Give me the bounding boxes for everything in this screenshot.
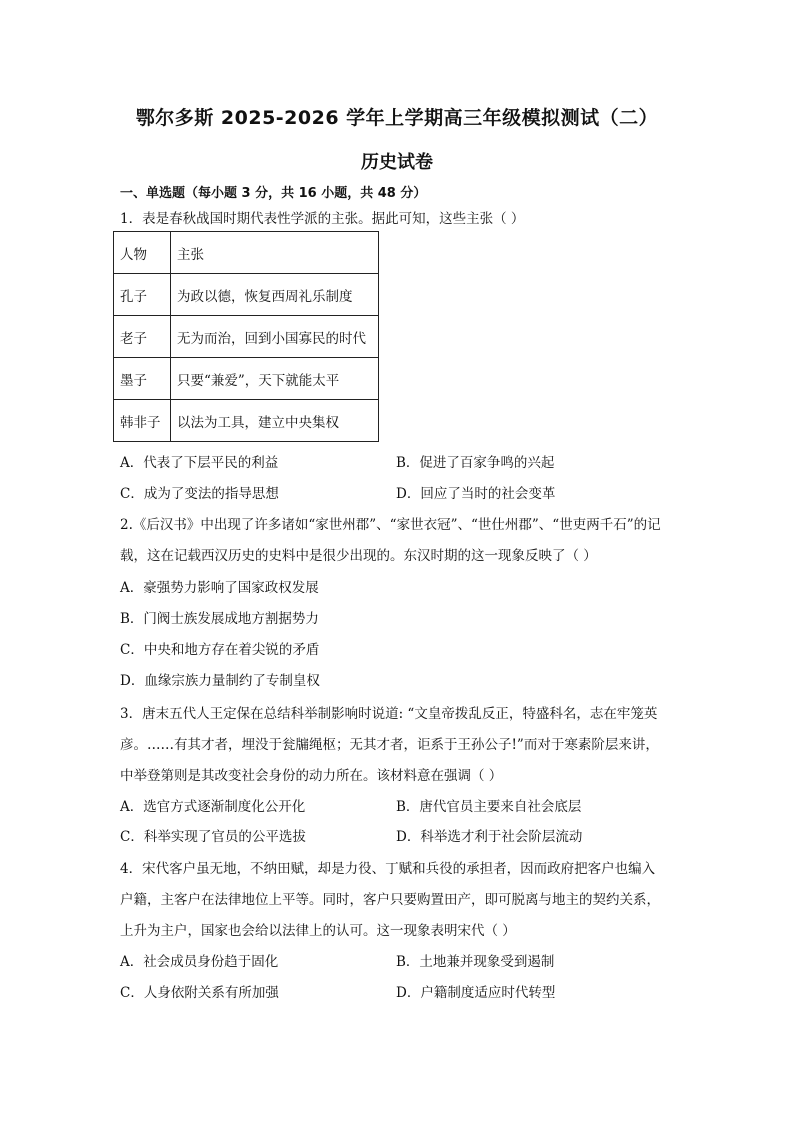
q1-option-d: D．回应了当时的社会变革 <box>396 486 556 502</box>
q4-option-a: A．社会成员身份趋于固化 <box>120 954 279 970</box>
q4-option-d: D．户籍制度适应时代转型 <box>396 985 556 1001</box>
q3-option-d: D．科举选才利于社会阶层流动 <box>396 829 583 845</box>
table-row <box>114 274 379 316</box>
question-4-stem-line-3: 上升为主户，国家也会给以法律上的认可。这一现象表明宋代（ ） <box>120 923 516 939</box>
q1-option-c: C．成为了变法的指导思想 <box>120 486 279 502</box>
table-header-row <box>114 232 379 274</box>
table-cell: 只要“兼爱”，天下就能太平 <box>171 358 379 400</box>
table-cell: 为政以德，恢复西周礼乐制度 <box>171 274 379 316</box>
question-3-stem-line-3: 中举登第则是其改变社会身份的动力所在。该材料意在强调（ ） <box>120 768 503 784</box>
table-cell: 孔子 <box>114 274 171 316</box>
table-header-cell: 主张 <box>171 232 379 274</box>
exam-title: 鄂尔多斯 2025-2026 学年上学期高三年级模拟测试（二） <box>135 107 659 129</box>
q4-option-c: C．人身依附关系有所加强 <box>120 985 279 1001</box>
question-3-stem-line-2: 彦。……有其才者，埋没于瓮牖绳枢；无其才者，讵系于王孙公子!”而对于寒素阶层来讲， <box>120 737 659 753</box>
q2-option-a: A．豪强势力影响了国家政权发展 <box>120 580 319 596</box>
q2-option-b: B．门阀士族发展成地方割据势力 <box>120 611 319 627</box>
question-2-stem-line-2: 载，这在记载西汉历史的史料中是很少出现的。东汉时期的这一现象反映了（ ） <box>120 548 597 564</box>
table-row <box>114 316 379 358</box>
question-4-stem-line-2: 户籍，主客户在法律地位上平等。同时，客户只要购置田产，即可脱离与地主的契约关系， <box>120 892 660 908</box>
table-row <box>114 358 379 400</box>
q3-option-b: B．唐代官员主要来自社会底层 <box>396 799 582 815</box>
q3-option-a: A．选官方式逐渐制度化公开化 <box>120 799 306 815</box>
q1-option-a: A．代表了下层平民的利益 <box>120 455 279 471</box>
question-2-stem-line-1: 2.《后汉书》中出现了许多诸如“家世州郡”、“家世衣冠”、“世仕州郡”、“世吏两千石”的记 <box>120 517 661 533</box>
table-cell: 墨子 <box>114 358 171 400</box>
q3-option-c: C．科举实现了官员的公平选拔 <box>120 829 306 845</box>
table-cell: 老子 <box>114 316 171 358</box>
table-row <box>114 400 379 442</box>
section-heading: 一、单选题（每小题 3 分，共 16 小题，共 48 分） <box>120 186 427 201</box>
q2-option-c: C．中央和地方存在着尖锐的矛盾 <box>120 642 320 658</box>
table-cell: 无为而治，回到小国寡民的时代 <box>171 316 379 358</box>
q1-option-b: B．促进了百家争鸣的兴起 <box>396 455 555 471</box>
table-header-cell: 人物 <box>114 232 171 274</box>
question-4-stem-line-1: 4．宋代客户虽无地，不纳田赋，却是力役、丁赋和兵役的承担者，因而政府把客户也编入 <box>120 861 656 877</box>
question-3-stem-line-1: 3．唐末五代人王定保在总结科举制影响时说道: “文皇帝拨乱反正，特盛科名，志在牢笼英 <box>120 706 658 722</box>
table-cell: 以法为工具，建立中央集权 <box>171 400 379 442</box>
q4-option-b: B．土地兼并现象受到遏制 <box>396 954 555 970</box>
question-1-table <box>113 231 379 442</box>
question-1-stem: 1．表是春秋战国时期代表性学派的主张。据此可知，这些主张（ ） <box>120 211 525 227</box>
exam-subtitle: 历史试卷 <box>361 152 433 173</box>
table-cell: 韩非子 <box>114 400 171 442</box>
q2-option-d: D．血缘宗族力量制约了专制皇权 <box>120 673 320 689</box>
